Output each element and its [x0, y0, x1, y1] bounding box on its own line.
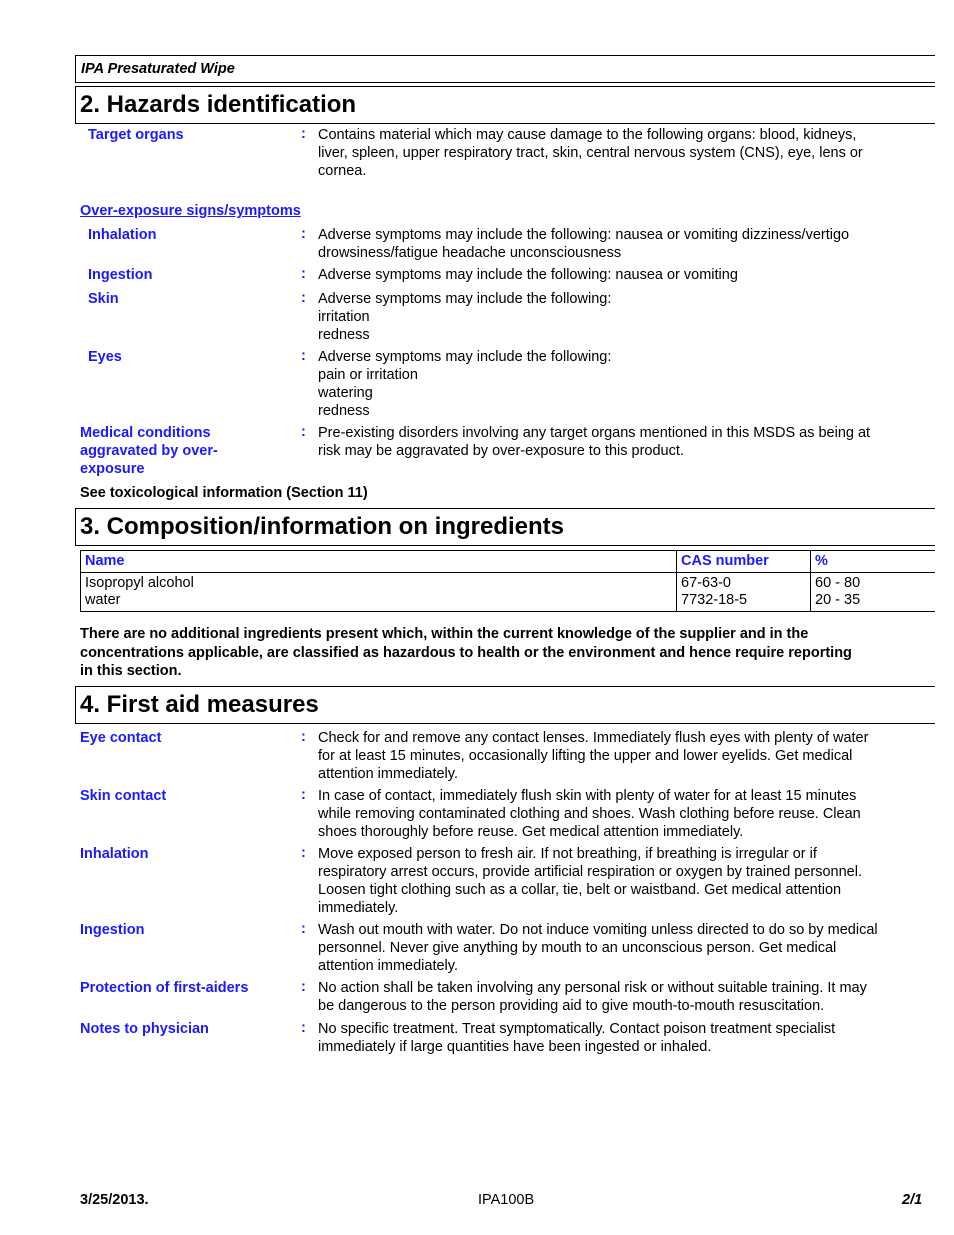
text-line: redness	[318, 327, 370, 343]
column-header-percent: %	[811, 551, 936, 573]
text-line: in this section.	[80, 663, 182, 679]
footer-date: 3/25/2013.	[80, 1192, 149, 1208]
label-line: Medical conditions	[80, 425, 211, 441]
text-line: Contains material which may cause damage to the following organs: blood, kidneys,	[318, 127, 857, 143]
label-line: aggravated by over-	[80, 443, 218, 459]
skin-contact-label: Skin contact	[80, 788, 167, 804]
eye-contact-label: Eye contact	[80, 730, 162, 746]
percent-range: 60 - 80	[815, 575, 861, 591]
medical-conditions-value	[318, 424, 918, 460]
text-line: attention immediately.	[318, 766, 458, 782]
text-line: Check for and remove any contact lenses. Immediately flush eyes with plenty of water	[318, 730, 869, 746]
first-aid-inhalation-value	[318, 845, 918, 917]
ingestion-label: Ingestion	[88, 267, 153, 283]
text-line: while removing contaminated clothing and shoes. Wash clothing before reuse. Clean	[318, 806, 861, 822]
text-line: respiratory arrest occurs, provide artificial respiration or oxygen by trained personnel.	[318, 864, 862, 880]
first-aid-ingestion-value	[318, 921, 918, 975]
protection-first-aiders-label: Protection of first-aiders	[80, 980, 249, 996]
text-line: risk may be aggravated by over-exposure to this product.	[318, 443, 684, 459]
additional-ingredients-note	[80, 625, 920, 681]
column-header-name: Name	[81, 551, 677, 573]
percent-cell	[811, 573, 936, 612]
text-line: watering	[318, 385, 373, 401]
eyes-value	[318, 348, 918, 420]
skin-label: Skin	[88, 291, 119, 307]
ingredient-name-cell	[81, 573, 677, 612]
text-line: Move exposed person to fresh air. If not breathing, if breathing is irregular or if	[318, 846, 817, 862]
text-line: shoes thoroughly before reuse. Get medical attention immediately.	[318, 824, 744, 840]
footer-product-code: IPA100B	[478, 1192, 535, 1208]
text-line: No action shall be taken involving any personal risk or without suitable training. It may	[318, 980, 867, 996]
skin-value	[318, 290, 918, 344]
text-line: Pre-existing disorders involving any target organs mentioned in this MSDS as being at	[318, 425, 871, 441]
text-line: Loosen tight clothing such as a collar, tie, belt or waistband. Get medical attention	[318, 882, 842, 898]
percent-range: 20 - 35	[815, 592, 861, 608]
text-line: immediately if large quantities have been ingested or inhaled.	[318, 1039, 712, 1055]
see-tox-note: See toxicological information (Section 11)	[80, 485, 368, 501]
first-aid-inhalation-label: Inhalation	[80, 846, 149, 862]
cas-number: 67-63-0	[681, 575, 731, 591]
colon: :	[301, 1020, 306, 1036]
eyes-label: Eyes	[88, 349, 122, 365]
text-line: In case of contact, immediately flush skin with plenty of water for at least 15 minutes	[318, 788, 857, 804]
text-line: irritation	[318, 309, 370, 325]
text-line: cornea.	[318, 163, 367, 179]
table-row	[81, 573, 936, 612]
section-2-title: 2. Hazards identification	[80, 91, 357, 118]
text-line: There are no additional ingredients present which, within the current knowledge of the supplier and in the	[80, 626, 809, 642]
protection-first-aiders-value	[318, 979, 918, 1015]
text-line: attention immediately.	[318, 958, 458, 974]
colon: :	[301, 845, 306, 861]
ingredients-table	[80, 550, 935, 612]
skin-contact-value	[318, 787, 918, 841]
text-line: Adverse symptoms may include the following:	[318, 349, 612, 365]
medical-conditions-label	[80, 424, 218, 478]
colon: :	[301, 266, 306, 282]
text-line: immediately.	[318, 900, 399, 916]
table-header-row	[81, 551, 936, 573]
colon: :	[301, 729, 306, 745]
ingredient-name: Isopropyl alcohol	[85, 575, 194, 591]
text-line: be dangerous to the person providing aid to give mouth-to-mouth resuscitation.	[318, 998, 825, 1014]
inhalation-value	[318, 226, 918, 262]
section-4-header	[75, 686, 935, 724]
first-aid-ingestion-label: Ingestion	[80, 922, 145, 938]
section-2-header	[75, 86, 935, 124]
colon: :	[301, 348, 306, 364]
notes-to-physician-value	[318, 1020, 918, 1056]
text-line: Adverse symptoms may include the following: nausea or vomiting dizziness/vertigo	[318, 227, 850, 243]
colon: :	[301, 126, 306, 142]
text-line: personnel. Never give anything by mouth to an unconscious person. Get medical	[318, 940, 837, 956]
target-organs-label: Target organs	[88, 127, 184, 143]
cas-cell	[677, 573, 811, 612]
text-line: Adverse symptoms may include the following:	[318, 291, 612, 307]
text-line: concentrations applicable, are classified as hazardous to health or the environment and hence require reporting	[80, 644, 852, 661]
colon: :	[301, 921, 306, 937]
colon: :	[301, 424, 306, 440]
footer-page-number: 2/1	[902, 1192, 923, 1208]
ingredient-name: water	[85, 592, 121, 608]
product-name: IPA Presaturated Wipe	[81, 61, 235, 77]
text-line: pain or irritation	[318, 367, 418, 383]
ingestion-value	[318, 266, 918, 284]
notes-to-physician-label: Notes to physician	[80, 1021, 209, 1037]
section-4-title: 4. First aid measures	[80, 691, 319, 718]
text-line: redness	[318, 403, 370, 419]
inhalation-label: Inhalation	[88, 227, 157, 243]
text-line: Adverse symptoms may include the following: nausea or vomiting	[318, 267, 738, 283]
text-line: Wash out mouth with water. Do not induce vomiting unless directed to do so by medical	[318, 922, 878, 938]
text-line: for at least 15 minutes, occasionally lifting the upper and lower eyelids. Get medical	[318, 748, 853, 764]
colon: :	[301, 290, 306, 306]
colon: :	[301, 787, 306, 803]
colon: :	[301, 979, 306, 995]
eye-contact-value	[318, 729, 918, 783]
document-header	[75, 55, 935, 83]
text-line: liver, spleen, upper respiratory tract, skin, central nervous system (CNS), eye, lens or	[318, 145, 863, 161]
label-line: exposure	[80, 461, 145, 477]
column-header-cas: CAS number	[677, 551, 811, 573]
text-line: drowsiness/fatigue headache unconsciousness	[318, 245, 622, 261]
target-organs-value	[318, 126, 918, 180]
colon: :	[301, 226, 306, 242]
text-line: No specific treatment. Treat symptomatically. Contact poison treatment specialist	[318, 1021, 836, 1037]
cas-number: 7732-18-5	[681, 592, 748, 608]
section-3-title: 3. Composition/information on ingredients	[80, 513, 564, 540]
overexposure-heading: Over-exposure signs/symptoms	[80, 203, 301, 219]
section-3-header	[75, 508, 935, 546]
